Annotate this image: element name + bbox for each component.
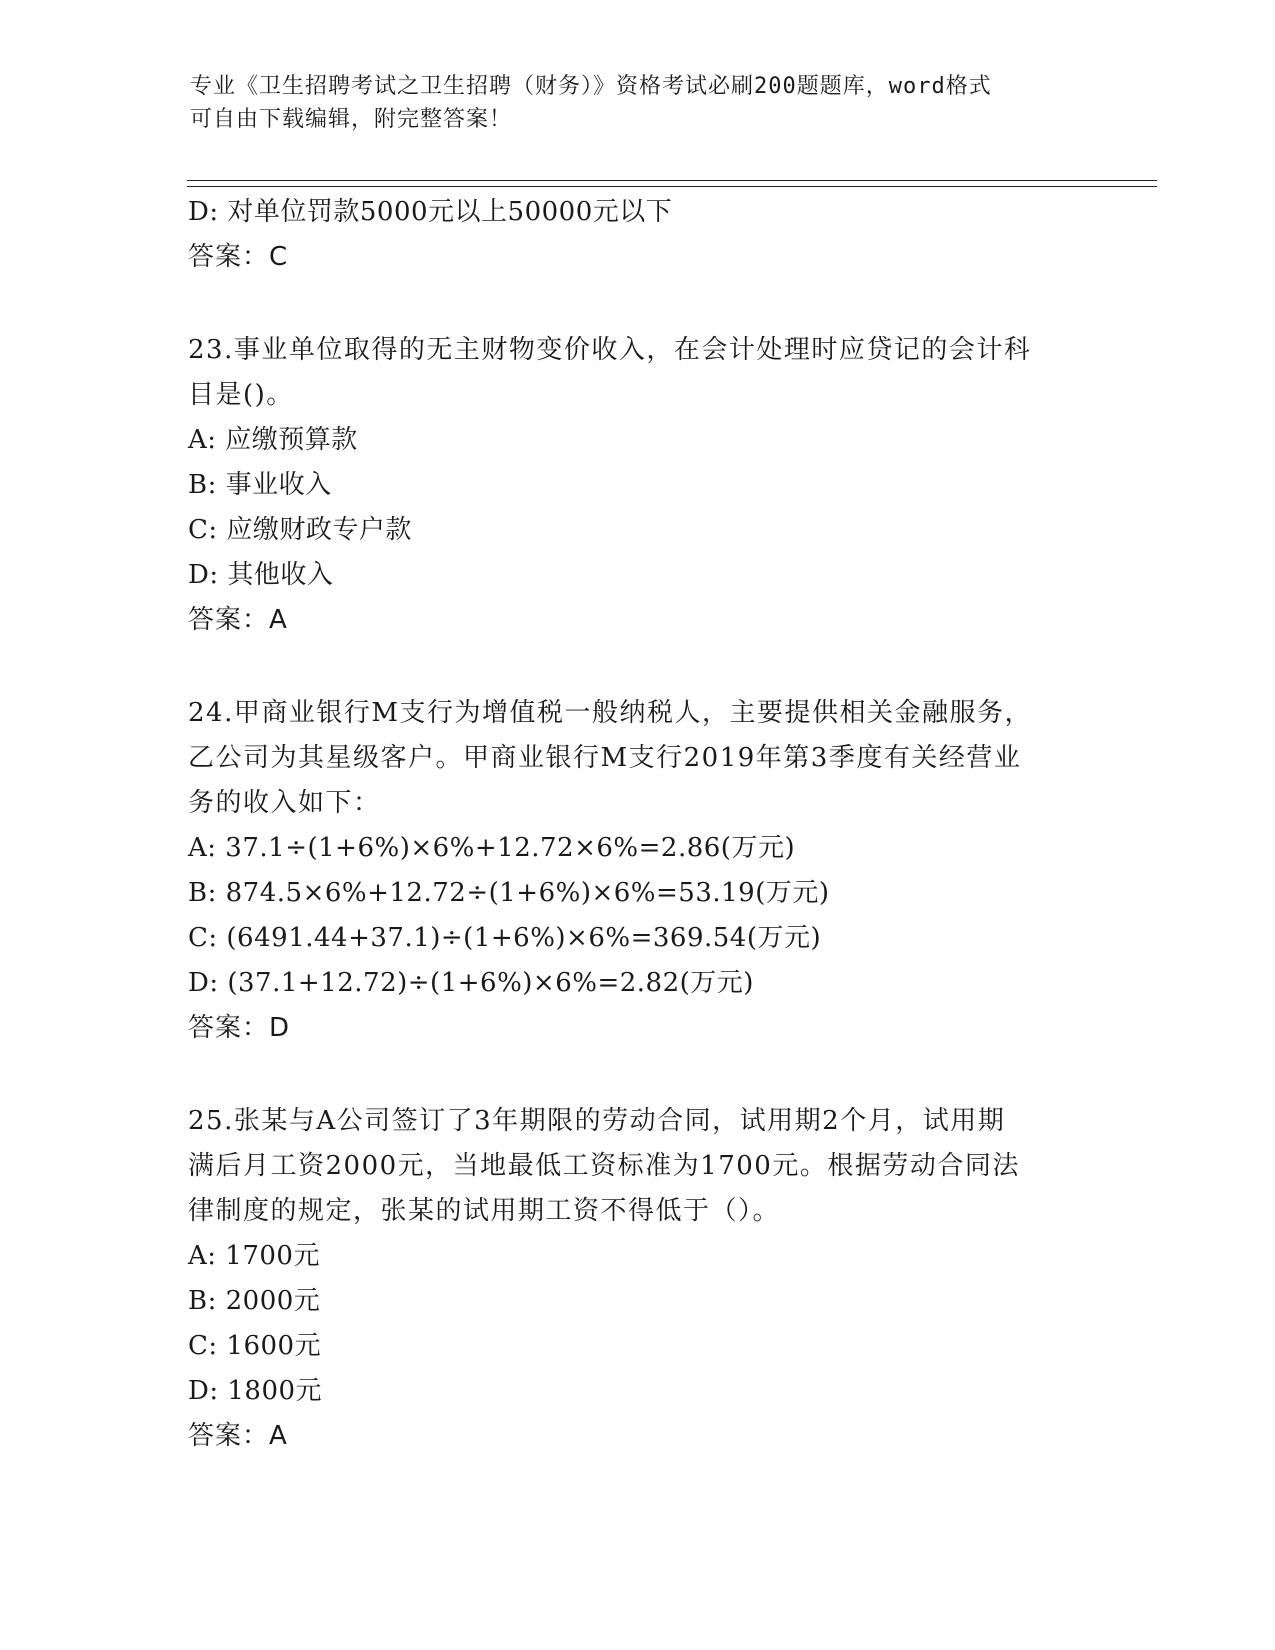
question-24 xyxy=(188,691,1088,1051)
question-stem-line: 务的收入如下： xyxy=(188,788,381,818)
answer-line: 答案：A xyxy=(188,605,288,635)
option-a: A: 37.1÷(1+6%)×6%+12.72×6%=2.86(万元) xyxy=(188,833,796,863)
question-list xyxy=(188,190,1088,1459)
option-d: D: 1800元 xyxy=(188,1376,323,1406)
option-c: C: 1600元 xyxy=(188,1331,322,1361)
option-d: D: 其他收入 xyxy=(188,560,334,590)
option-c: C: (6491.44+37.1)÷(1+6%)×6%=369.54(万元) xyxy=(188,923,822,953)
header-line-1: 专业《卫生招聘考试之卫生招聘（财务）》资格考试必刷200题题库，word格式 xyxy=(190,74,992,99)
answer-line: 答案：A xyxy=(188,1421,288,1451)
question-stem-line: 24.甲商业银行M支行为增值税一般纳税人，主要提供相关金融服务， xyxy=(188,698,1032,728)
question-stem-line: 23.事业单位取得的无主财物变价收入，在会计处理时应贷记的会计科 xyxy=(188,335,1032,365)
header-divider-bottom xyxy=(187,186,1157,187)
option-c: C: 应缴财政专户款 xyxy=(188,515,412,545)
question-stem-line: 律制度的规定，张某的试用期工资不得低于（）。 xyxy=(188,1196,781,1226)
question-stem-line: 目是()。 xyxy=(188,380,294,410)
option-a: A: 1700元 xyxy=(188,1241,320,1271)
option-b: B: 事业收入 xyxy=(188,470,332,500)
header-divider-top xyxy=(187,180,1157,181)
option-b: B: 874.5×6%+12.72÷(1+6%)×6%=53.19(万元) xyxy=(188,878,830,908)
option-b: B: 2000元 xyxy=(188,1286,321,1316)
option-a: A: 应缴预算款 xyxy=(188,425,358,455)
answer-line: 答案：D xyxy=(188,1013,291,1043)
document-header xyxy=(190,70,1090,136)
question-stem-line: 乙公司为其星级客户。甲商业银行M支行2019年第3季度有关经营业 xyxy=(188,743,1022,773)
spacer xyxy=(188,280,1088,328)
spacer xyxy=(188,643,1088,691)
question-23 xyxy=(188,328,1088,643)
question-stem-line: 25.张某与A公司签订了3年期限的劳动合同，试用期2个月，试用期 xyxy=(188,1106,1006,1136)
question-25 xyxy=(188,1099,1088,1459)
answer-line: 答案：C xyxy=(188,242,289,272)
question-stem-line: 满后月工资2000元，当地最低工资标准为1700元。根据劳动合同法 xyxy=(188,1151,1020,1181)
spacer xyxy=(188,1051,1088,1099)
header-line-2: 可自由下载编辑，附完整答案！ xyxy=(190,107,513,132)
option-d: D: (37.1+12.72)÷(1+6%)×6%=2.82(万元) xyxy=(188,968,754,998)
option-d: D: 对单位罚款5000元以上50000元以下 xyxy=(188,197,673,227)
